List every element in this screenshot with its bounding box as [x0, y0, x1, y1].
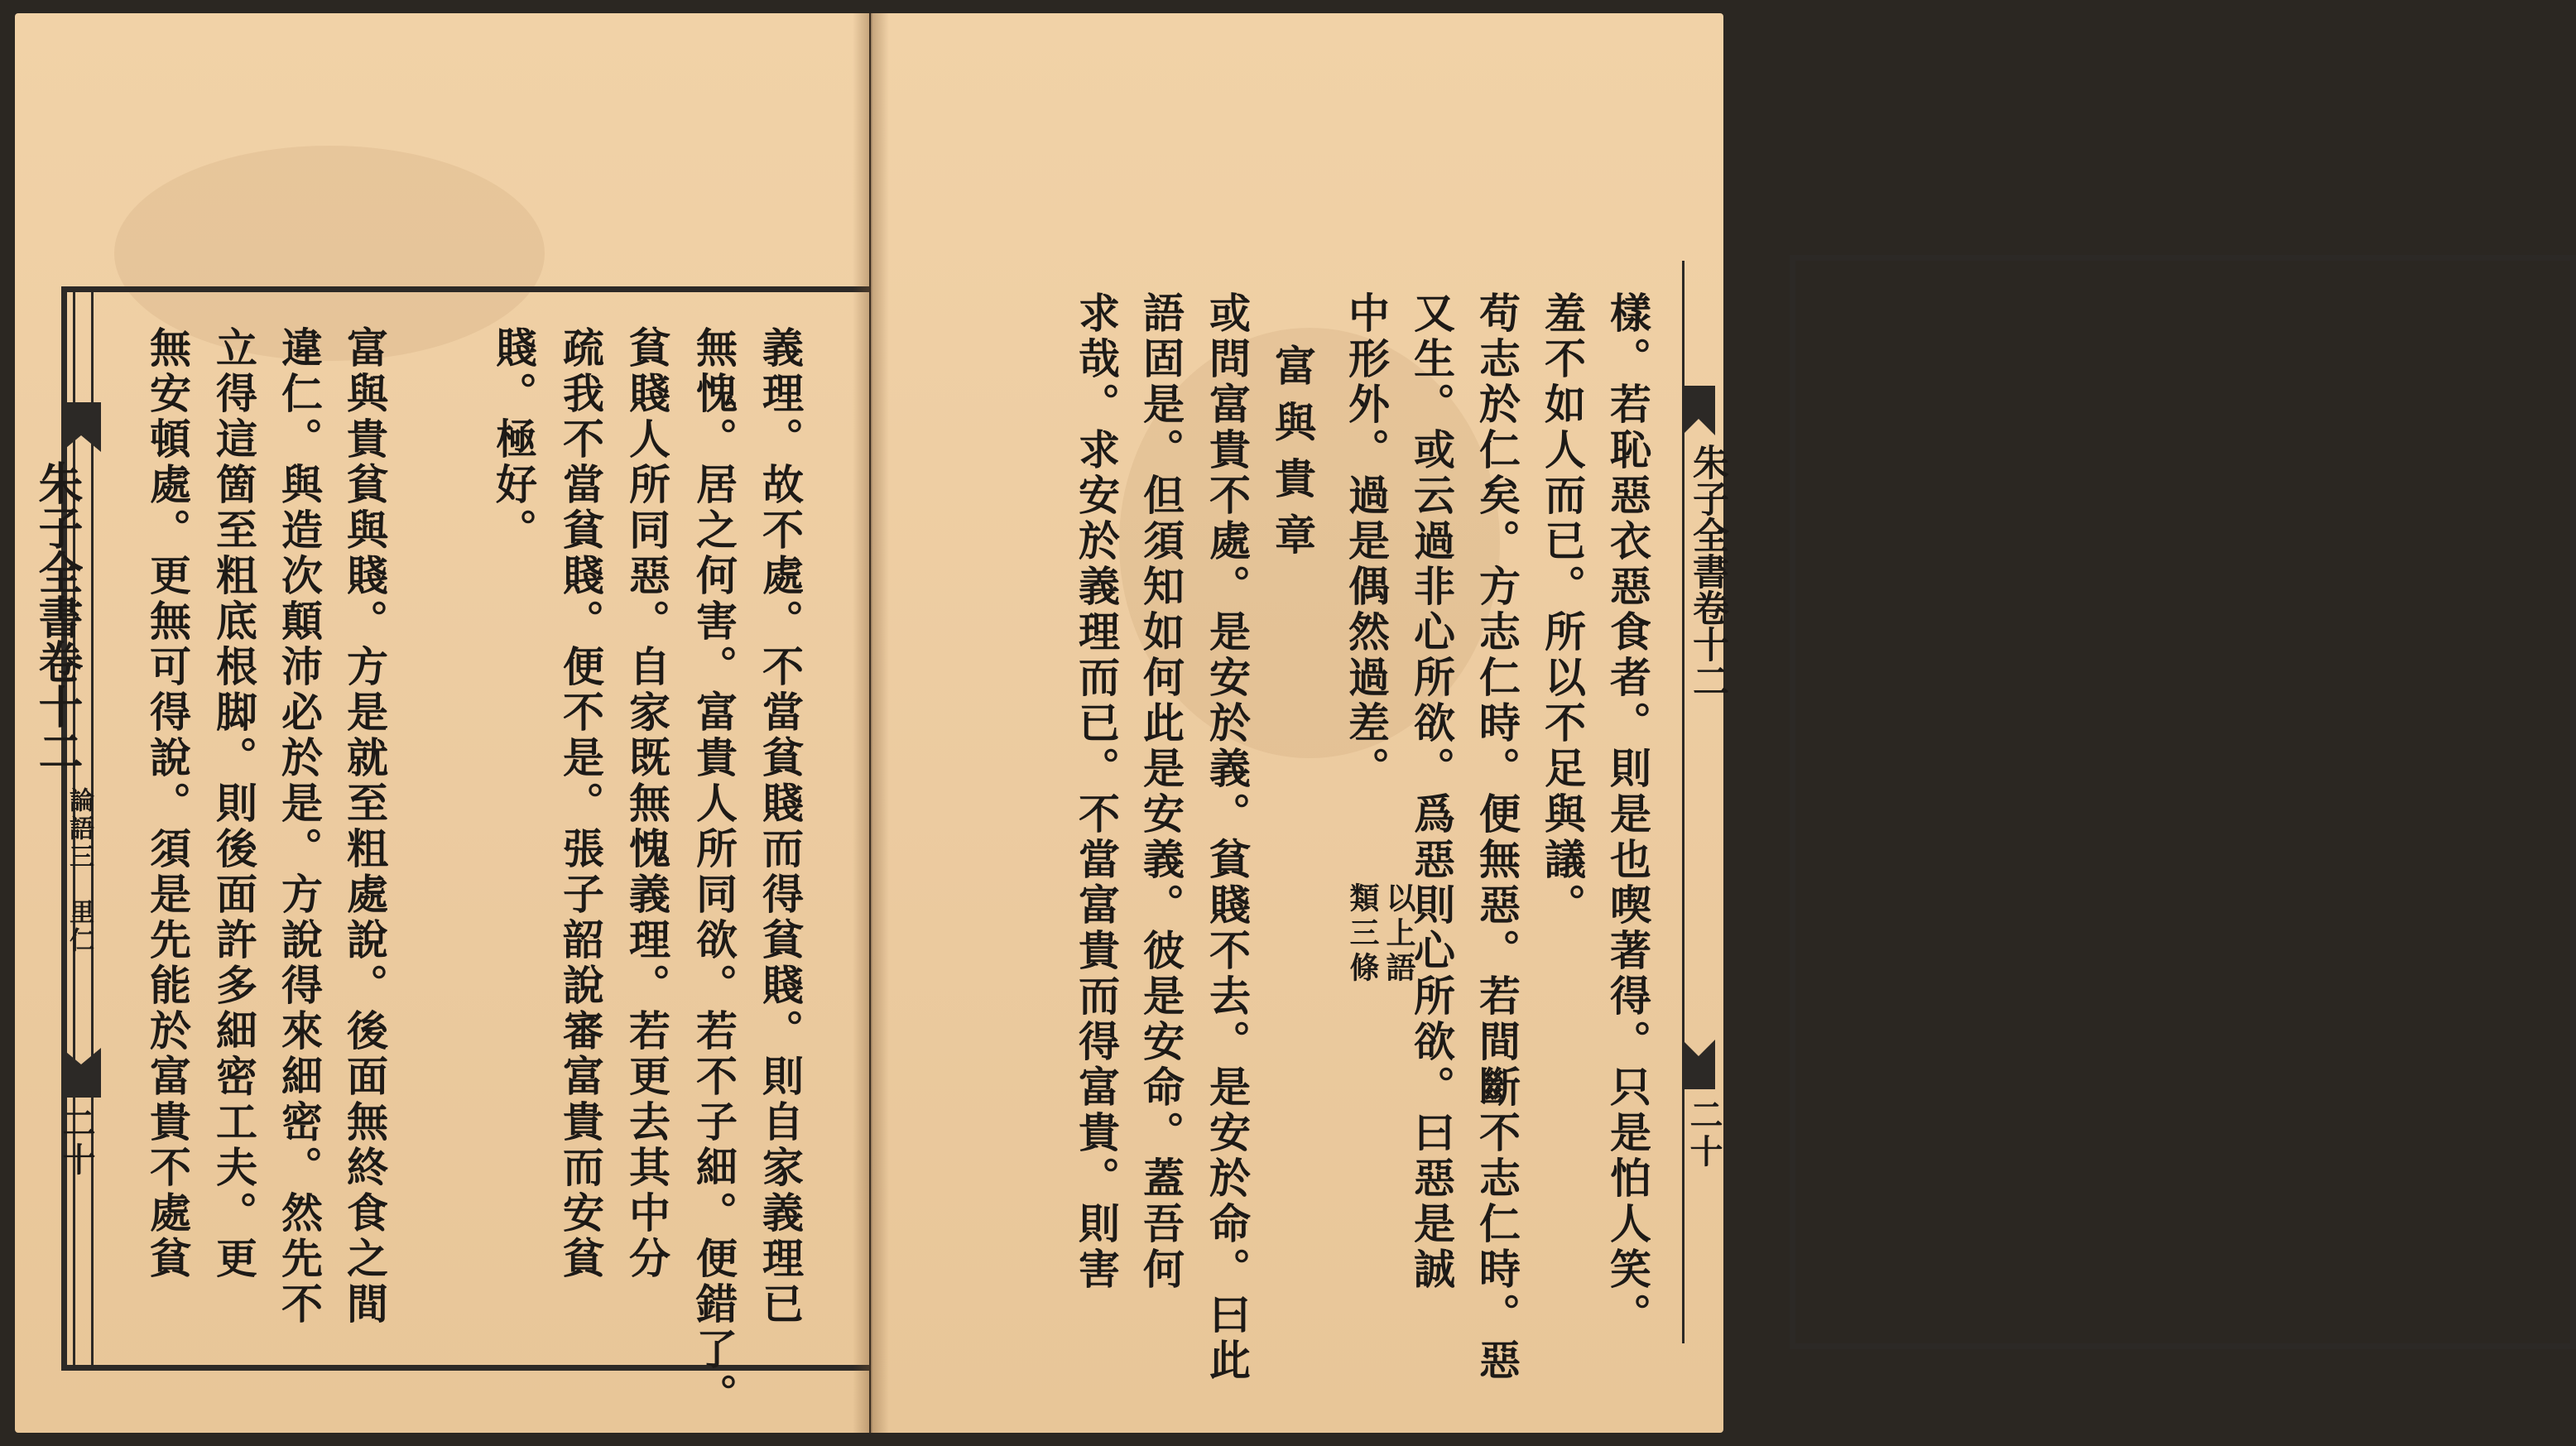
- left-page: [15, 13, 869, 1433]
- text-column-2: 無愧。居之何害。富貴人所同欲。若不子細。便錯了。: [690, 326, 738, 1419]
- text-column-1: 樣。若恥惡衣惡食者。則是也喫著得。只是怕人笑。: [1603, 291, 1652, 1338]
- text-column-3: 貧賤人所同惡。自家既無愧義理。若更去其中分: [622, 326, 671, 1282]
- text-column-6: 富與貴貧與賤。方是就至粗處說。後面無終食之間: [340, 326, 389, 1328]
- spine-folio: 二十: [57, 1106, 96, 1179]
- text-column-4: 又生。或云過非心所欲。爲惡則心所欲。曰惡是誠: [1407, 291, 1456, 1293]
- text-column-8: 語固是。但須知如何此是安義。彼是安命。蓋吾何: [1137, 291, 1185, 1293]
- text-column-7: 或問富貴不處。是安於義。貧賤不去。是安於命。曰此: [1203, 291, 1252, 1384]
- spine-title: 朱子全書卷十二: [31, 460, 84, 773]
- text-column-5: 賤。極好。: [489, 326, 538, 554]
- text-column-2: 羞不如人而已。所以不足與議。: [1538, 291, 1587, 929]
- text-column-7: 違仁。與造次顛沛必於是。方說得來細密。然先不: [275, 326, 324, 1328]
- fishtail-bottom-icon: [1682, 1040, 1715, 1089]
- text-column-1: 義理。故不處。不當貧賤而得貧賤。則自家義理已: [756, 326, 805, 1328]
- spine-folio: 二十: [1684, 1098, 1723, 1170]
- spine-section: 里仁: [65, 899, 94, 955]
- fishtail-top-icon: [1682, 386, 1715, 435]
- commentary-note-right: 以上語: [1382, 882, 1416, 987]
- book-gutter: [853, 13, 889, 1433]
- text-column-8: 立得這箇至粗底根脚。則後面許多細密工夫。更: [209, 326, 258, 1282]
- right-text-frame: [1790, 255, 2576, 1349]
- spine-title: 朱子全書卷十二: [1686, 444, 1728, 699]
- text-column-9: 求哉。求安於義理而已。不當富貴而得富貴。則害: [1072, 291, 1121, 1293]
- text-column-5: 中形外。過是偶然過差。: [1342, 291, 1391, 792]
- commentary-note-left: 類三條: [1345, 882, 1380, 987]
- text-column-4: 疏我不當貧賤。便不是。張子韶說審富貴而安貧: [556, 326, 605, 1282]
- fishtail-top-icon: [61, 402, 101, 452]
- text-column-9: 無安頓處。更無可得說。須是先能於富貴不處貧: [143, 326, 192, 1282]
- fishtail-bottom-icon: [61, 1048, 101, 1098]
- right-page: [871, 13, 1728, 1433]
- text-column-3: 苟志於仁矣。方志仁時。便無惡。若間斷不志仁時。惡: [1473, 291, 1521, 1384]
- chapter-heading: 富與貴章: [1268, 344, 1317, 569]
- spine-chapter: 論語三: [65, 787, 94, 872]
